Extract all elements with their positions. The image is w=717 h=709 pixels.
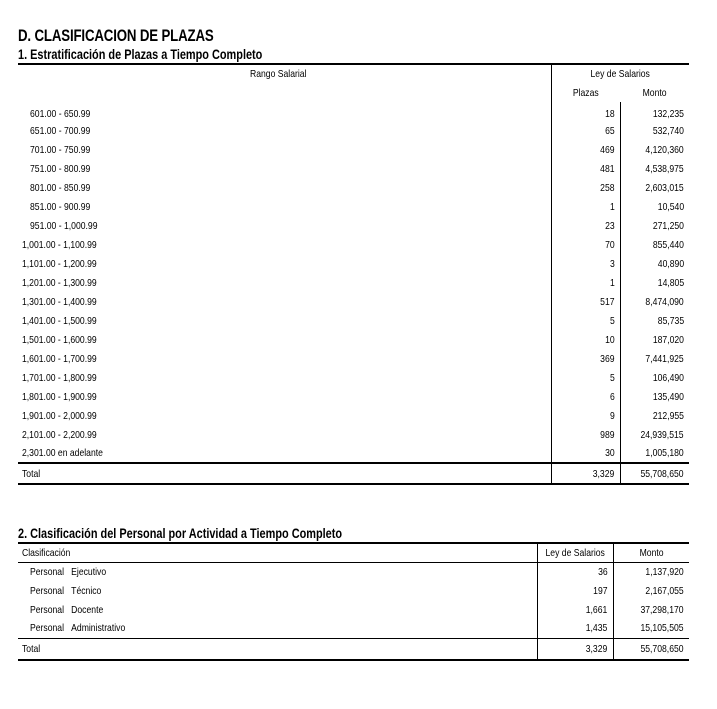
table-row bbox=[18, 368, 689, 387]
salary-range-cell: 1,301.00 - 1,400.99 bbox=[22, 295, 97, 308]
salary-range-cell: 1,201.00 - 1,300.99 bbox=[22, 276, 97, 289]
monto-cell: 271,250 bbox=[620, 216, 689, 235]
plazas-cell: 10 bbox=[551, 330, 620, 349]
table-row bbox=[18, 562, 689, 581]
monto-cell: 37,298,170 bbox=[613, 600, 689, 619]
total-label: Total bbox=[18, 463, 551, 484]
plazas-cell: 989 bbox=[551, 425, 620, 444]
plazas-cell: 369 bbox=[551, 349, 620, 368]
salary-range-cell: 751.00 - 800.99 bbox=[30, 162, 91, 175]
col-header-ley-salarios: Ley de Salarios bbox=[551, 64, 689, 83]
ley-cell: 1,435 bbox=[537, 619, 613, 638]
monto-cell: 14,805 bbox=[620, 273, 689, 292]
monto-cell: 2,603,015 bbox=[620, 178, 689, 197]
monto-cell: 15,105,505 bbox=[613, 619, 689, 638]
clasificacion-cell: Personal Administrativo bbox=[30, 622, 126, 635]
table-row bbox=[18, 406, 689, 425]
plazas-cell: 1 bbox=[551, 273, 620, 292]
monto-cell: 532,740 bbox=[620, 121, 689, 140]
col-header-ley: Ley de Salarios bbox=[537, 543, 613, 562]
table-row bbox=[18, 292, 689, 311]
plazas-cell: 5 bbox=[551, 311, 620, 330]
col-header-range: Rango Salarial bbox=[249, 68, 307, 80]
monto-cell: 4,120,360 bbox=[620, 140, 689, 159]
monto-cell: 1,005,180 bbox=[620, 444, 689, 463]
salary-range-cell: 1,101.00 - 1,200.99 bbox=[22, 257, 97, 270]
salary-range-cell: 801.00 - 850.99 bbox=[30, 181, 91, 194]
monto-cell: 85,735 bbox=[620, 311, 689, 330]
total-row-2 bbox=[18, 638, 689, 660]
salary-range-cell: 1,801.00 - 1,900.99 bbox=[22, 390, 97, 403]
page-title: D. CLASIFICACION DE PLAZAS bbox=[18, 26, 214, 45]
clasificacion-cell: Personal Docente bbox=[30, 603, 104, 616]
monto-cell: 10,540 bbox=[620, 197, 689, 216]
total-label-2: Total bbox=[18, 638, 537, 660]
monto-cell: 132,235 bbox=[620, 102, 689, 121]
salary-range-cell: 951.00 - 1,000.99 bbox=[30, 219, 98, 232]
salary-range-cell: 701.00 - 750.99 bbox=[30, 143, 91, 156]
plazas-cell: 18 bbox=[551, 102, 620, 121]
total-plazas: 3,329 bbox=[551, 463, 620, 484]
salary-range-cell: 851.00 - 900.99 bbox=[30, 200, 91, 213]
monto-cell: 8,474,090 bbox=[620, 292, 689, 311]
ley-cell: 1,661 bbox=[537, 600, 613, 619]
plazas-cell: 5 bbox=[551, 368, 620, 387]
table-row bbox=[18, 600, 689, 619]
activity-classification-table bbox=[18, 542, 689, 661]
salary-range-cell: 1,501.00 - 1,600.99 bbox=[22, 333, 97, 346]
plazas-cell: 481 bbox=[551, 159, 620, 178]
salary-range-cell: 1,701.00 - 1,800.99 bbox=[22, 371, 97, 384]
salary-range-cell: 1,401.00 - 1,500.99 bbox=[22, 314, 97, 327]
monto-cell: 187,020 bbox=[620, 330, 689, 349]
salary-range-cell: 1,901.00 - 2,000.99 bbox=[22, 409, 97, 422]
total-row bbox=[18, 463, 689, 484]
salary-range-table bbox=[18, 63, 689, 485]
plazas-cell: 30 bbox=[551, 444, 620, 463]
ley-cell: 36 bbox=[537, 562, 613, 581]
plazas-cell: 1 bbox=[551, 197, 620, 216]
table-row bbox=[18, 349, 689, 368]
monto-cell: 106,490 bbox=[620, 368, 689, 387]
table-row bbox=[18, 273, 689, 292]
total-monto-2: 55,708,650 bbox=[613, 638, 689, 660]
plazas-cell: 6 bbox=[551, 387, 620, 406]
plazas-cell: 70 bbox=[551, 235, 620, 254]
table-row bbox=[18, 102, 689, 121]
col-header-plazas: Plazas bbox=[551, 83, 620, 102]
plazas-cell: 517 bbox=[551, 292, 620, 311]
table-row bbox=[18, 159, 689, 178]
table-row bbox=[18, 444, 689, 463]
monto-cell: 1,137,920 bbox=[613, 562, 689, 581]
ley-cell: 197 bbox=[537, 581, 613, 600]
monto-cell: 4,538,975 bbox=[620, 159, 689, 178]
table-row bbox=[18, 197, 689, 216]
table-row bbox=[18, 311, 689, 330]
document-page bbox=[18, 26, 689, 661]
monto-cell: 2,167,055 bbox=[613, 581, 689, 600]
salary-range-cell: 1,001.00 - 1,100.99 bbox=[22, 238, 97, 251]
table-row bbox=[18, 235, 689, 254]
table-row bbox=[18, 216, 689, 235]
monto-cell: 7,441,925 bbox=[620, 349, 689, 368]
table-row bbox=[18, 387, 689, 406]
salary-range-cell: 2,301.00 en adelante bbox=[22, 447, 103, 459]
total-monto: 55,708,650 bbox=[620, 463, 689, 484]
table-row bbox=[18, 178, 689, 197]
salary-range-cell: 601.00 - 650.99 bbox=[30, 107, 91, 120]
plazas-cell: 9 bbox=[551, 406, 620, 425]
table-row bbox=[18, 425, 689, 444]
plazas-cell: 3 bbox=[551, 254, 620, 273]
table-row bbox=[18, 330, 689, 349]
col-header-clasificacion: Clasificación bbox=[18, 543, 537, 562]
section1-title: 1. Estratificación de Plazas a Tiempo Completo bbox=[18, 46, 263, 62]
monto-cell: 135,490 bbox=[620, 387, 689, 406]
table-row bbox=[18, 619, 689, 638]
monto-cell: 212,955 bbox=[620, 406, 689, 425]
plazas-cell: 23 bbox=[551, 216, 620, 235]
salary-range-cell: 1,601.00 - 1,700.99 bbox=[22, 352, 97, 365]
col-header-monto: Monto bbox=[642, 86, 667, 99]
monto-cell: 24,939,515 bbox=[620, 425, 689, 444]
col-header-monto2: Monto bbox=[613, 543, 689, 562]
table-row bbox=[18, 254, 689, 273]
clasificacion-cell: Personal Técnico bbox=[30, 584, 102, 597]
plazas-cell: 258 bbox=[551, 178, 620, 197]
table-row bbox=[18, 140, 689, 159]
salary-range-cell: 2,101.00 - 2,200.99 bbox=[22, 428, 97, 441]
monto-cell: 40,890 bbox=[620, 254, 689, 273]
monto-cell: 855,440 bbox=[620, 235, 689, 254]
clasificacion-cell: Personal Ejecutivo bbox=[30, 565, 107, 578]
table-row bbox=[18, 581, 689, 600]
plazas-cell: 469 bbox=[551, 140, 620, 159]
section2-title: 2. Clasificación del Personal por Actividad a Tiempo Completo bbox=[18, 525, 343, 541]
table-row bbox=[18, 121, 689, 140]
total-ley-2: 3,329 bbox=[537, 638, 613, 660]
plazas-cell: 65 bbox=[551, 121, 620, 140]
salary-range-cell: 651.00 - 700.99 bbox=[30, 124, 91, 137]
